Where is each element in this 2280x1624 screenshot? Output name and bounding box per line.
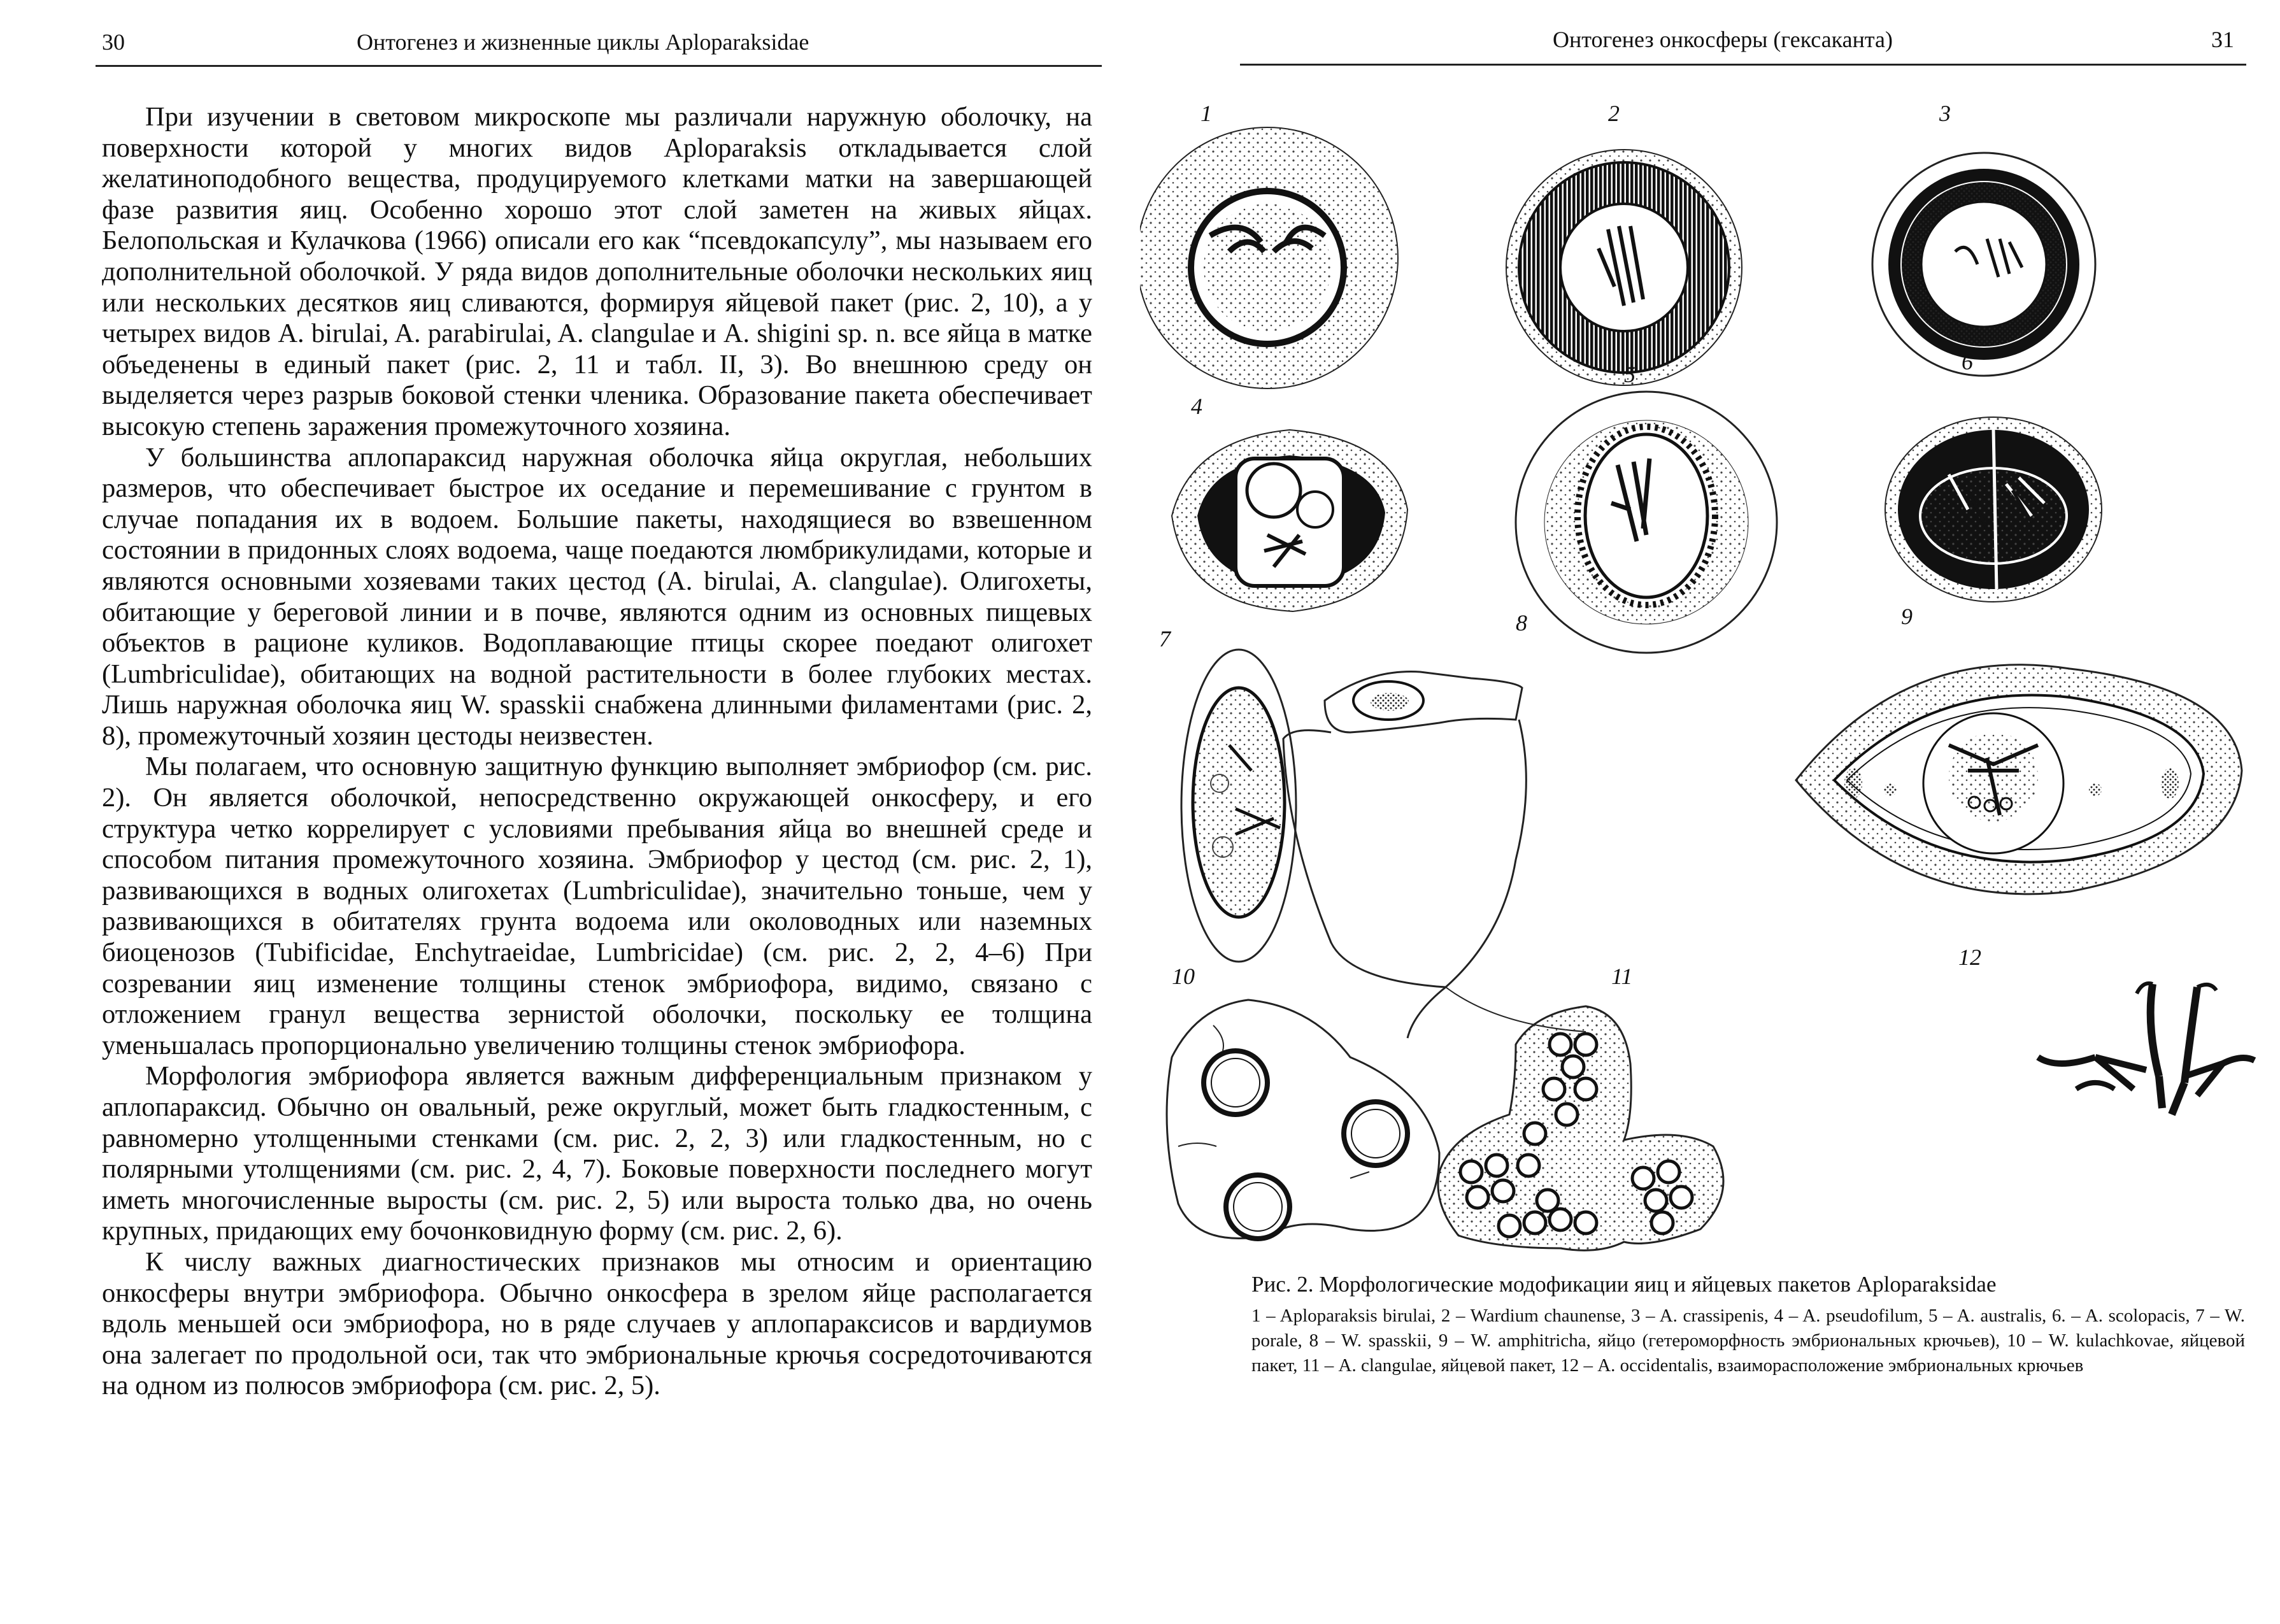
page-number-left: 30 <box>102 29 125 55</box>
fig-label: 3 <box>1939 101 1951 126</box>
running-head-right: Онтогенез онкосферы (гексаканта) <box>1553 27 1893 52</box>
fig-label: 10 <box>1172 964 1195 989</box>
egg-figure-12 <box>2038 983 2255 1115</box>
egg-figure-11 <box>1438 1006 1723 1250</box>
egg-figure-10 <box>1167 1000 1439 1239</box>
egg-figure-7 <box>1181 650 1296 962</box>
egg-figure-3 <box>1872 153 2095 376</box>
egg-figure-4 <box>1172 430 1407 611</box>
egg-figure-1 <box>1140 127 1398 388</box>
fig-label: 12 <box>1958 944 1981 970</box>
right-page <box>1140 0 2280 1624</box>
fig-label: 2 <box>1608 101 1620 126</box>
header-rule-left <box>96 65 1102 67</box>
left-page <box>0 0 1134 1624</box>
egg-figure-2 <box>1506 150 1742 385</box>
caption-title: Рис. 2. Морфологические модофикации яиц и яйцевых пакетов Aploparaksidae <box>1251 1272 1997 1297</box>
fig-label: 7 <box>1159 626 1171 652</box>
paragraph: Мы полагаем, что основную защитную функцию выполняет эмбриофор (см. рис. 2). Он является оболочкой, непосредственно окружающей онкосферу, и его структура четко коррелирует с условиями пребывания яйца во внешней среде и способом питания промежуточного хозяина. Эмбриофор у цестод (см. рис. 2, 1), развивающихся в водных олигохетах (Lumbriculidae), значительно тоньше, чем у развивающихся в обитателях грунта водоема или околоводных или наземных биоценозов (Tubificidae, Enchytraeidae, Lumbricidae) (см. рис. 2, 2, 4–6) При созревании яиц изменение толщины стенок эмбриофора, видимо, связано с отложением гранул вещества зернистой оболочки, поскольку ее толщина уменьшалась пропорционально увеличению толщины стенок эмбриофора. <box>102 751 1092 1060</box>
caption-legend: 1 – Aploparaksis birulai, 2 – Wardium chaunense, 3 – A. crassipenis, 4 – A. pseudofilum, 5 – A. australis, 6. – A. scolopacis, 7 – W. porale, 8 – W. spasskii, 9 – W. amphitricha, яйцо (гетероморфность эмбриональных крючьев), 10 – W. kulachkovae, яйцевой пакет, 11 – A. clangulae, яйцевой пакет, 12 – A. occidentalis, взаиморасположение эмбриональных крючьев <box>1251 1306 2245 1376</box>
running-head-left: Онтогенез и жизненные циклы Aploparaksidae <box>357 29 809 55</box>
egg-figure-6 <box>1885 417 2102 602</box>
fig-label: 8 <box>1516 610 1527 636</box>
egg-figure-9 <box>1796 665 2242 894</box>
fig-label: 4 <box>1191 394 1202 419</box>
egg-figure-8 <box>1283 672 1586 1038</box>
figure-2-illustration <box>1140 96 2280 1261</box>
paragraph: У большинства аплопараксид наружная оболочка яйца округлая, небольших размеров, что обеспечивает быстрое их оседание и перемешивание с грунтом в случае попадания их в водоем. Большие пакеты, находящиеся во взвешенном состоянии в придонных слоях водоема, чаще поедаются люмбрикулидами, которые и являются основными хозяевами таких цестод (A. birulai, A. clangulae). Олигохеты, обитающие у береговой линии и в почве, являются одним из основных пищевых объектов в рационе куликов. Водоплавающие птицы скорее поедают олигохет (Lumbriculidae), обитающих на водной растительности в более глубоких местах. Лишь наружная оболочка яиц W. spasskii снабжена длинными филаментами (рис. 2, 8), промежуточный хозяин цестоды неизвестен. <box>102 442 1092 751</box>
fig-label: 6 <box>1962 349 1973 374</box>
paragraph: При изучении в световом микроскопе мы различали наружную оболочку, на поверхности которой у многих видов Aploparaksis откладывается слой желатиноподобного вещества, продуцируемого клетками матки на завершающей фазе развития яиц. Особенно хорошо этот слой заметен на живых яйцах. Белопольская и Кулачкова (1966) описали его как “псевдокапсулу”, мы называем его дополнительной оболочкой. У ряда видов дополнительные оболочки нескольких яиц или нескольких десятков яиц сливаются, формируя яйцевой пакет (рис. 2, 10), а у четырех видов A. birulai, A. parabirulai, A. clangulae и A. shigini sp. n. все яйца в матке объеденены в единый пакет (рис. 2, 11 и табл. II, 3). Во внешнюю среду он выделяется через разрыв боковой стенки членика. Образование пакета обеспечивает высокую степень заражения промежуточного хозяина. <box>102 102 1092 441</box>
left-body-text <box>102 102 1092 1402</box>
figure-caption <box>1251 1271 2245 1378</box>
fig-label: 5 <box>1624 362 1635 387</box>
paragraph: К числу важных диагностических признаков мы относим и ориентацию онкосферы внутри эмбриофора. Обычно онкосфера в зрелом яйце располагается вдоль меньшей оси эмбриофора, но в ряде случаев у аплопараксисов и вардиумов она залегает по продольной оси, так что эмбриональные крючья сосредоточиваются на одном из полюсов эмбриофора (см. рис. 2, 5). <box>102 1246 1092 1401</box>
fig-label: 1 <box>1201 101 1212 126</box>
fig-label: 11 <box>1611 964 1633 989</box>
page-number-right: 31 <box>2211 27 2234 52</box>
egg-figure-5 <box>1516 392 1777 653</box>
paragraph: Морфология эмбриофора является важным дифференциальным признаком у аплопараксид. Обычно он овальный, реже округлый, может быть гладкостенным, с равномерно утолщенными стенками (см. рис. 2, 2, 3) или гладкостенным, но с полярными утолщениями (см. рис. 2, 4, 7). Боковые поверхности последнего могут иметь многочисленные выросты (см. рис. 2, 5) или выроста только два, но очень крупных, придающих ему бочонковидную форму (см. рис. 2, 6). <box>102 1061 1092 1246</box>
fig-label: 9 <box>1901 604 1913 629</box>
header-rule-right <box>1240 64 2246 66</box>
